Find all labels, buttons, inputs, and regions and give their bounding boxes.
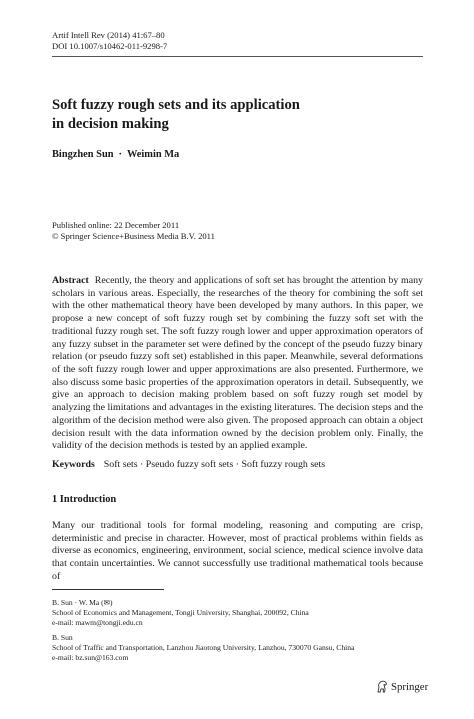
footnote-author: B. Sun · W. Ma (✉) xyxy=(52,598,113,607)
journal-doi: DOI 10.1007/s10462-011-9298-7 xyxy=(52,41,168,51)
copyright-notice: © Springer Science+Business Media B.V. 2011 xyxy=(52,231,215,241)
footnote-email[interactable]: e-mail: mawm@tongji.edu.cn xyxy=(52,618,143,627)
springer-horse-icon xyxy=(376,680,388,693)
footnote-affiliation: School of Traffic and Transportation, Lanzhou Jiaotong University, Lanzhou, 730070 Gansu, China xyxy=(52,643,355,652)
footnote-rule xyxy=(52,589,164,590)
footnote-affiliation-2 xyxy=(52,633,354,663)
footnote-affiliation-1 xyxy=(52,598,309,628)
keywords xyxy=(52,459,423,470)
section-heading: 1 Introduction xyxy=(52,494,117,505)
keywords-label: Keywords xyxy=(52,459,95,470)
published-date: Published online: 22 December 2011 xyxy=(52,220,180,230)
intro-paragraph: Many our traditional tools for formal modeling, reasoning and computing are crisp, deterministic and precise in character. However, most of practical problems within fields as diverse as economics, engineering, environment, social science, medical science involve data that contain uncertainties. We cannot successfully use traditional mathematical tools because of xyxy=(52,520,423,582)
title-line-1: Soft fuzzy rough sets and its application xyxy=(52,97,300,113)
author-name: Weimin Ma xyxy=(126,149,180,160)
title-line-2: in decision making xyxy=(52,115,169,132)
publication-info xyxy=(52,220,215,242)
abstract-text: Recently, the theory and applications of soft set has brought the attention by many scholars in various areas. Especially, the researches of the theory for combining the soft set with the other mathematical theory have been developed by many authors. In this paper, we propose a new concept of soft fuzzy rough set by combining the fuzzy soft set with the traditional fuzzy rough set. The soft fuzzy rough lower and upper approximation operators of any fuzzy subset in the parameter set were defined by the concept of the pseudo fuzzy binary relation (or pseudo fuzzy soft set) established in this paper. Meanwhile, several deformations of the soft fuzzy rough lower and upper approximations are also presented. Furthermore, we also discuss some basic properties of the approximation operators in detail. Subsequently, we give an approach to decision making problem based on soft fuzzy rough set model by analyzing the limitations and advantages in the existing literatures. The decision steps and the algorithm of the decision method were also given. The proposed approach can obtain a object decision result with the data information owned by the decision problem only. Finally, the validity of the decision methods is tested by an applied example. xyxy=(52,275,423,452)
journal-citation: Artif Intell Rev (2014) 41:67–80 xyxy=(52,30,165,40)
footnote-author: B. Sun xyxy=(52,633,73,642)
publisher-logo xyxy=(376,680,428,693)
abstract-label: Abstract xyxy=(52,275,89,286)
author-list xyxy=(52,149,179,160)
journal-header xyxy=(52,30,167,52)
abstract xyxy=(52,275,423,453)
keywords-text: Soft sets · Pseudo fuzzy soft sets · Soft fuzzy rough sets xyxy=(103,459,326,470)
author-name: Bingzhen Sun xyxy=(52,149,114,160)
article-title xyxy=(52,96,423,133)
header-rule xyxy=(52,56,423,57)
footnote-email[interactable]: e-mail: bz.sun@163.com xyxy=(52,653,129,662)
footnote-affiliation: School of Economics and Management, Tongji University, Shanghai, 200092, China xyxy=(52,608,309,617)
author-separator: · xyxy=(118,149,122,160)
publisher-name: Springer xyxy=(391,680,429,693)
